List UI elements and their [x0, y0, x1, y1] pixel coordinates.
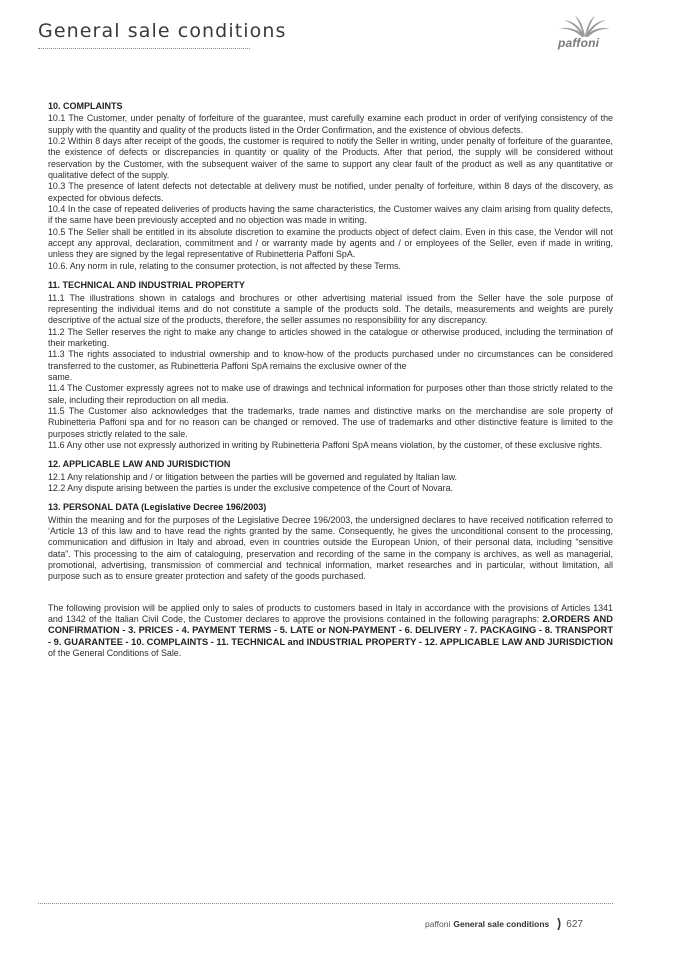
paragraph: 11.2 The Seller reserves the right to make any change to articles showed in the catalogue or otherwise produced, including the termination of their marketing.	[48, 326, 613, 348]
paragraph: Within the meaning and for the purposes of the Legislative Decree 196/2003, the undersigned declares to have received notification referred to ‘Article 13 of this law and to have read the rights granted by the same. Consequently, he gives the unconditional consent to the processing, communication and diffusion in Italy and abroad, even in countries outside the European Union, of their personal data, including “sensitive data”. This processing to the aim of cataloguing, preservation and recording of the same in the company is archives, as well as managerial, promotional, advertising, transmission of commercial and technical information, market researches and in particular, without limitation, all purpose such as to ensure greater protection and safety of the goods purchased.	[48, 514, 613, 582]
approval-note	[48, 603, 613, 660]
paragraph: 11.5 The Customer also acknowledges that the trademarks, trade names and distinctive marks on the merchandise are sole property of Rubinetteria Paffoni spa and for no reason can be changed or removed. The use of trademarks and other distinctive feature is limited to the purposes strictly related to the sale.	[48, 405, 613, 439]
section-applicable-law	[48, 459, 613, 494]
section-technical-industrial-property	[48, 280, 613, 451]
section-title: 12. APPLICABLE LAW AND JURISDICTION	[48, 459, 231, 470]
section-complaints	[48, 101, 613, 272]
paragraph: 11.4 The Customer expressly agrees not to make use of drawings and technical information for purposes other than those strictly related to the sale, including their reproduction on all media.	[48, 383, 613, 405]
note-intro: The following provision will be applied only to sales of products to customers based in Italy in accordance with the provisions of Articles 1341 and 1342 of the Italian Civil Code, the Customer declares to approve the provisions contained in the following paragraphs:	[48, 602, 613, 625]
paragraph: 10.2 Within 8 days after receipt of the goods, the customer is required to notify the Seller in writing, under penalty of forfeiture of the guarantee, the existence of defects or discrepancies in quantity or quality of the Products. After that period, the supply will be considered without reservation by the Customer, with the subsequent waiver of the same to support any clear fault of the product as well as any quantitative or qualitative defect of the supply.	[48, 136, 613, 181]
paragraph: 10.3 The presence of latent defects not detectable at delivery must be notified, under penalty of forfeiture, within 8 days of the discovery, as expected for obvious defects.	[48, 181, 613, 203]
note-outro: of the General Conditions of Sale.	[48, 648, 182, 659]
section-title: 13. PERSONAL DATA (Legislative Decree 196/2003)	[48, 502, 267, 513]
page-number: 627	[566, 919, 583, 930]
paragraph: same.	[48, 371, 73, 382]
paragraph: 11.6 Any other use not expressly authorized in writing by Rubinetteria Paffoni SpA means violation, by the customer, of these exclusive rights.	[48, 439, 603, 450]
section-personal-data	[48, 502, 613, 582]
page-title: General sale conditions	[38, 20, 287, 42]
paragraph: 11.1 The illustrations shown in catalogs and brochures or other advertising material issued from the Seller have the sole purpose of representing the individual items and do not constitute a sample of the products sold. The details, measurements and weights are purely descriptive of the actual size of the products, therefore, the seller assumes no responsibility for any discrepancy.	[48, 292, 613, 326]
page-bracket-icon	[557, 918, 562, 930]
section-title: 10. COMPLAINTS	[48, 101, 123, 111]
logo-text: paffoni	[558, 36, 600, 50]
header-divider	[38, 48, 250, 49]
note-approved-clauses: 2.ORDERS AND CONFIRMATION - 3. PRICES - 4. PAYMENT TERMS - 5. LATE or NON-PAYMENT - 6. DELIVERY - 7. PACKAGING - 8. TRANSPORT - 9. GUARANTEE - 10. COMPLAINTS - 11. TECHNICAL and INDUSTRIAL PROPERTY - 12. APPLICABLE LAW AND JURISDICTION	[48, 614, 613, 647]
paragraph: 11.3 The rights associated to industrial ownership and to know-how of the products purchased under no circumstances can be considered transferred to the customer, as Rubinetteria Paffoni SpA remains the exclusive owner of the	[48, 349, 613, 371]
paragraph: 12.2 Any dispute arising between the parties is under the exclusive competence of the Court of Novara.	[48, 483, 454, 493]
paragraph: 10.4 In the case of repeated deliveries of products having the same characteristics, the Customer waives any claim arising from quality defects, if the same have been previously accepted and no objection was made in writing.	[48, 204, 613, 226]
footer-brand: paffoni	[425, 919, 451, 929]
document-body	[48, 101, 613, 659]
footer-divider	[38, 903, 613, 904]
section-title: 11. TECHNICAL AND INDUSTRIAL PROPERTY	[48, 280, 245, 291]
paragraph: 12.1 Any relationship and / or litigation between the parties will be governed and regulated by Italian law.	[48, 471, 458, 482]
page-footer	[425, 918, 583, 930]
paragraph: 10.1 The Customer, under penalty of forfeiture of the guarantee, must carefully examine each product in order of verifying consistency of the supply with the quantity and quality of the products listed in the Order Confirmation, and the existence of obvious defects.	[48, 113, 613, 135]
paragraph: 10.6. Any norm in rule, relating to the consumer protection, is not affected by these Terms.	[48, 260, 401, 271]
footer-section-title: General sale conditions	[453, 919, 550, 929]
paragraph: 10.5 The Seller shall be entitled in its absolute discretion to examine the products object of defect claim. Even in this case, the Vendor will not accept any approval, declaration, commitment and / or warranty made by agents and / or employees of the Seller, even if made in writing, unless they are signed by the legal representative of Rubinetteria Paffoni SpA.	[48, 226, 613, 260]
